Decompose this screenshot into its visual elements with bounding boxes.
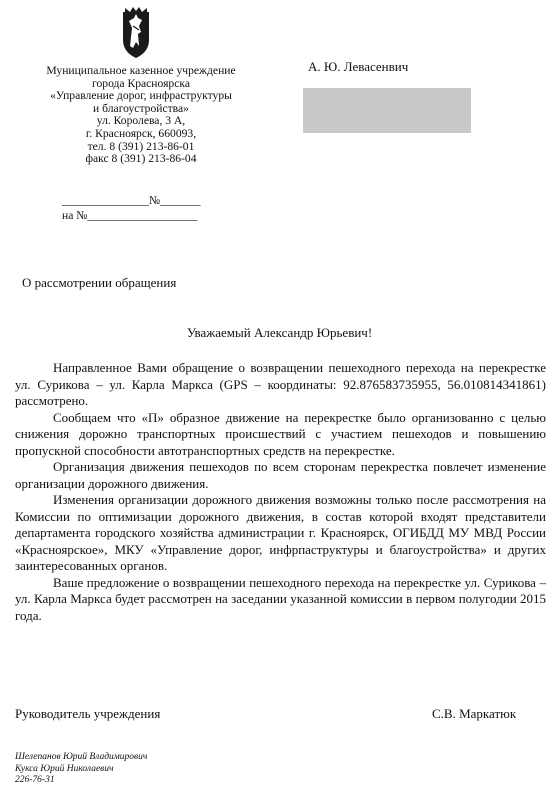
- letter-body: [15, 360, 546, 624]
- incoming-number-line: на №___________________: [62, 209, 198, 222]
- recipient-name: А. Ю. Левасенвич: [308, 59, 409, 74]
- outgoing-number-line: _______________№_______: [62, 194, 201, 207]
- coat-of-arms-emblem: [121, 6, 151, 62]
- executor-line: Кукса Юрий Николаевич: [15, 763, 114, 774]
- organization-block: [10, 65, 272, 166]
- org-line: Муниципальное казенное учреждение: [46, 64, 236, 77]
- body-paragraph: Организация движения пешеходов по всем сторонам перекрестка повлечет изменение организации дорожного движения.: [15, 459, 546, 491]
- executors-block: [15, 752, 147, 787]
- signer-name: С.В. Маркатюк: [432, 706, 517, 721]
- redacted-address-block: [303, 88, 471, 133]
- letter-subject: О рассмотрении обращения: [22, 275, 177, 290]
- org-line: тел. 8 (391) 213-86-01: [87, 139, 195, 153]
- executor-phone: 226-76-31: [15, 775, 55, 785]
- body-paragraph: Сообщаем что «П» образное движение на перекрестке было организованно с целью снижения дорожно транспортных происшествий с участием пешеходов и повышению пропускной способности автотранспортных средств на перекрестке.: [15, 409, 546, 458]
- body-paragraph: Ваше предложение о возвращении пешеходного перехода на перекрестке ул. Сурикова – ул. Карла Маркса будет рассмотрен на заседании указанной комиссии в первом полугодии 2015 года.: [15, 574, 546, 623]
- salutation: Уважаемый Александр Юрьевич!: [186, 325, 373, 340]
- executor-line: Шелепанов Юрий Владимирович: [15, 752, 148, 762]
- org-line: факс 8 (391) 213-86-04: [85, 152, 197, 166]
- signer-title: Руководитель учреждения: [15, 706, 161, 721]
- org-line: «Управление дорог, инфраструктуры: [50, 89, 232, 103]
- org-line: ул. Королева, 3 А,: [96, 114, 186, 128]
- org-line: г. Красноярск, 660093,: [85, 126, 197, 140]
- body-paragraph: Изменения организации дорожного движения возможны только после рассмотрения на Комиссии по оптимизации дорожного движения, в состав которой входят представители департамента городского хозяйства администрации г. Красноярск, ОГИБДД МУ МВД России «Красноярское», МКУ «Управление дорог, инфрпаструктуры и благоустройства» и других заинтересованных органов.: [15, 492, 546, 573]
- body-paragraph: Направленное Вами обращение о возвращении пешеходного перехода на перекрестке ул. Сурикова – ул. Карла Маркса (GPS – координаты: 92.876583735955, 56.010814341861) рассмотрено.: [15, 360, 546, 408]
- org-line: и благоустройства»: [93, 101, 189, 115]
- org-line: города Красноярска: [92, 76, 190, 90]
